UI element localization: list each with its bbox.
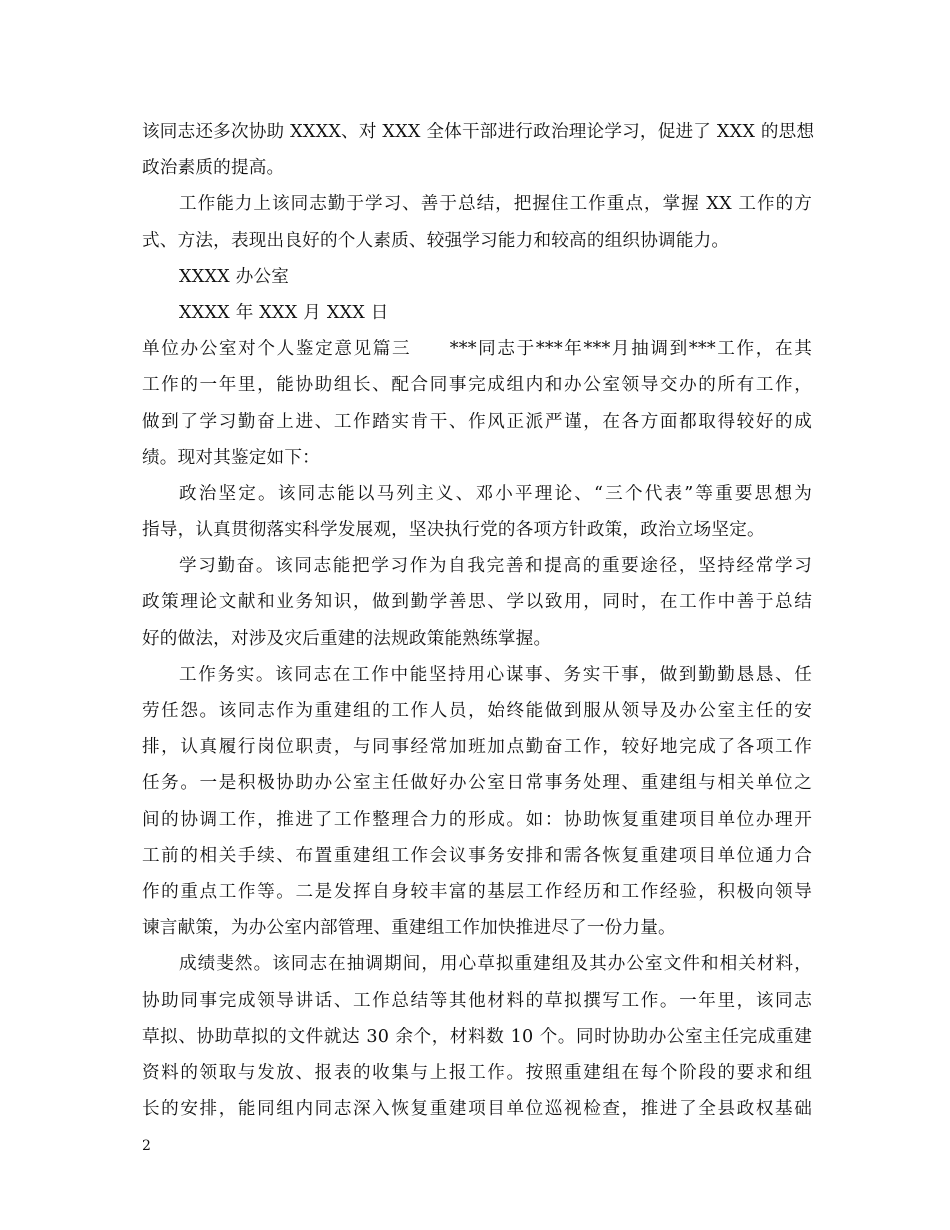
- text-line: 资料的领取与发放、报表的收集与上报工作。按照重建组在每个阶段的要求和组: [142, 1062, 812, 1083]
- paragraph-first-line: 成绩斐然。该同志在抽调期间，用心草拟重建组及其办公室文件和相关材料，: [179, 954, 812, 975]
- text-line: 谏言献策，为办公室内部管理、重建组工作加快推进尽了一份力量。: [142, 918, 676, 939]
- paragraph-first-line: 工作能力上该同志勤于学习、善于总结，把握住工作重点，掌握 XX 工作的方: [179, 194, 812, 215]
- paragraph-first-line: 学习勤奋。该同志能把学习作为自我完善和提高的重要途径，坚持经常学习: [179, 556, 812, 577]
- document-body: [142, 114, 815, 1127]
- text-line: 长的安排，能同组内同志深入恢复重建项目单位巡视检查，推进了全县政权基础: [142, 1099, 812, 1120]
- paragraph-first-line: 工作务实。该同志在工作中能坚持用心谋事、务实干事，做到勤勤恳恳、任: [179, 664, 812, 685]
- text-line: 做到了学习勤奋上进、工作踏实肯干、作风正派严谨，在各方面都取得较好的成: [142, 411, 812, 432]
- text-line: 排，认真履行岗位职责，与同事经常加班加点勤奋工作，较好地完成了各项工作: [142, 737, 812, 758]
- text-line: 式、方法，表现出良好的个人素质、较强学习能力和较高的组织协调能力。: [142, 230, 730, 251]
- text-line: 劳任怨。该同志作为重建组的工作人员，始终能做到服从领导及办公室主任的安: [142, 701, 812, 721]
- text-line: 好的做法，对涉及灾后重建的法规政策能熟练掌握。: [142, 628, 552, 649]
- page-number: 2: [142, 1138, 151, 1154]
- paragraph-first-line: 政治坚定。该同志能以马列主义、邓小平理论、“三个代表”等重要思想为: [179, 483, 812, 504]
- text-line: 草拟、协助草拟的文件就达 30 余个，材料数 10 个。同时协助办公室主任完成重建: [142, 1026, 812, 1047]
- text-line: 任务。一是积极协助办公室主任做好办公室日常事务处理、重建组与相关单位之: [142, 773, 812, 794]
- text-line: 该同志还多次协助 XXXX、对 XXX 全体干部进行政治理论学习，促进了 XXX 的思想: [142, 122, 815, 142]
- text-line: 工前的相关手续、布置重建组工作会议事务安排和需各恢复重建项目单位通力合: [142, 845, 812, 866]
- signature-office: XXXX 办公室: [179, 266, 290, 287]
- text-line: 协助同事完成领导讲话、工作总结等其他材料的草拟撰写工作。一年里，该同志: [142, 990, 812, 1011]
- text-line: 工作的一年里，能协助组长、配合同事完成组内和办公室领导交办的所有工作，: [142, 375, 812, 396]
- section-heading-line: 单位办公室对个人鉴定意见篇三 ***同志于***年***月抽调到***工作，在其: [142, 339, 812, 360]
- signature-date: XXXX 年 XXX 月 XXX 日: [179, 302, 389, 323]
- text-line: 作的重点工作等。二是发挥自身较丰富的基层工作经历和工作经验，积极向领导: [142, 881, 812, 902]
- text-line: 政治素质的提高。: [142, 158, 285, 179]
- text-line: 政策理论文献和业务知识，做到勤学善思、学以致用，同时，在工作中善于总结: [142, 592, 812, 613]
- text-line: 绩。现对其鉴定如下：: [142, 447, 320, 468]
- text-line: 指导，认真贯彻落实科学发展观，坚决执行党的各项方针政策，政治立场坚定。: [142, 520, 765, 541]
- text-line: 间的协调工作，推进了工作整理合力的形成。如：协助恢复重建项目单位办理开: [142, 809, 812, 830]
